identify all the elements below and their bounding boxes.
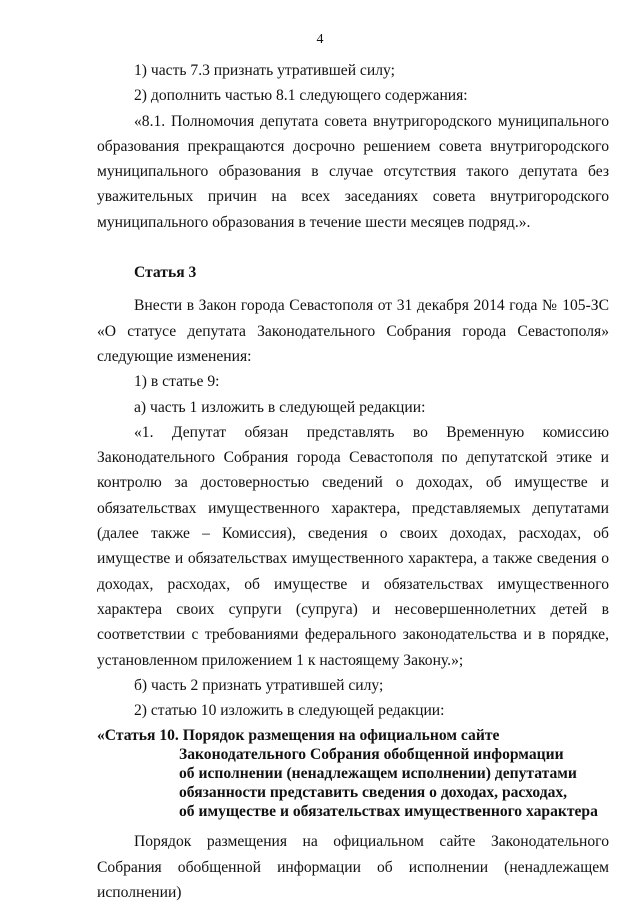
spacer — [97, 285, 609, 293]
paragraph-part-1-text: «1. Депутат обязан представлять во Временную комиссию Законодательного Собрания города Севастополя по депутатской этике и контролю за достоверностью сведений о доходах, об имуществе и обязательствах имущественного характера, представляемых депутатами (далее также – Комиссия), сведения о своих доходах, расходах, об имуществе и обязательствах имущественного характера, а также сведения о доходах, расходах, об имуществе и обязательствах имущественного характера своих супруги (супруга) и несовершеннолетних детей в соответствии с требованиями федерального законодательства и в порядке, установленном приложением 1 к настоящему Закону.»; — [97, 423, 609, 669]
article-3-heading: Статья 3 — [134, 264, 197, 282]
article-10-heading-line: Законодательного Собрания обобщенной информации — [179, 746, 564, 764]
paragraph-article-10-text: Порядок размещения на официальном сайте Законодательного Собрания обобщенной информации об исполнении (ненадлежащем исполнении) — [97, 833, 609, 901]
paragraph-article-10-edit: 2) статью 10 изложить в следующей редакции: — [134, 702, 445, 720]
paragraph-part-7-3: 1) часть 7.3 признать утратившей силу; — [134, 62, 395, 79]
paragraph-part-2: б) часть 2 признать утратившей силу; — [134, 676, 384, 694]
document-body — [97, 58, 609, 905]
article-10-heading-line: обязанности представить сведения о доходах, расходах, — [179, 783, 568, 801]
page-number: 4 — [316, 32, 324, 47]
paragraph-part-1-edit: а) часть 1 изложить в следующей редакции: — [134, 398, 426, 416]
article-10-heading-line: об имуществе и обязательствах имущественного характера — [179, 802, 598, 820]
spacer — [97, 235, 609, 260]
paragraph-part-8-1-text: «8.1. Полномочия депутата совета внутригородского муниципального образования прекращаются досрочно решением совета внутригородского муниципального образования в случае отсутствия такого депутата без уважительных причин на всех заседаниях совета внутригородского муниципального образования в течение шести месяцев подряд.». — [97, 112, 609, 231]
paragraph-article-3-intro: Внести в Закон города Севастополя от 31 декабря 2014 года № 105-ЗС «О статусе депутата Законодательного Собрания города Севастополя» следующие изменения: — [97, 297, 609, 365]
article-10-heading-line: «Статья 10. Порядок размещения на официальном сайте — [97, 727, 500, 745]
paragraph-article-9: 1) в статье 9: — [134, 373, 220, 391]
article-10-heading — [97, 727, 609, 821]
paragraph-add-part-8-1: 2) дополнить частью 8.1 следующего содержания: — [134, 87, 468, 105]
article-10-heading-line: об исполнении (ненадлежащем исполнении) депутатами — [179, 765, 577, 783]
